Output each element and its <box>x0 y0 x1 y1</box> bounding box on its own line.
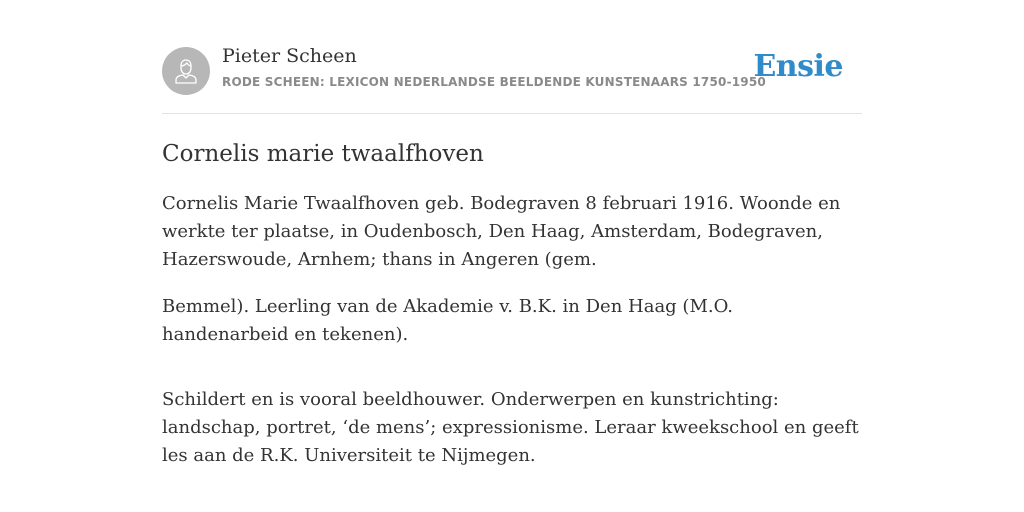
brand-logo[interactable]: Ensie <box>753 49 843 84</box>
article-title: Cornelis marie twaalfhoven <box>162 141 484 167</box>
article-paragraph: Schildert en is vooral beeldhouwer. Onderwerpen en kunstrichting: landschap, portret, ‘de mens’; expressionisme. Leraar kweekschool en geeft les aan de R.K. Universiteit te Nijmegen. <box>162 389 859 466</box>
user-icon <box>172 57 200 85</box>
article-paragraph: Cornelis Marie Twaalfhoven geb. Bodegraven 8 februari 1916. Woonde en werkte ter plaatse, in Oudenbosch, Den Haag, Amsterdam, Bodegraven, Hazerswoude, Arnhem; thans in Angeren (gem. <box>162 193 841 270</box>
author-name[interactable]: Pieter Scheen <box>222 45 357 67</box>
source-title[interactable]: RODE SCHEEN: LEXICON NEDERLANDSE BEELDENDE KUNSTENAARS 1750-1950 <box>222 75 766 89</box>
article-body <box>162 190 862 470</box>
article-paragraph: Bemmel). Leerling van de Akademie v. B.K. in Den Haag (M.O. handenarbeid en tekenen). <box>162 296 734 345</box>
avatar[interactable] <box>162 47 210 95</box>
author-header <box>162 40 862 114</box>
page-container <box>162 40 862 489</box>
